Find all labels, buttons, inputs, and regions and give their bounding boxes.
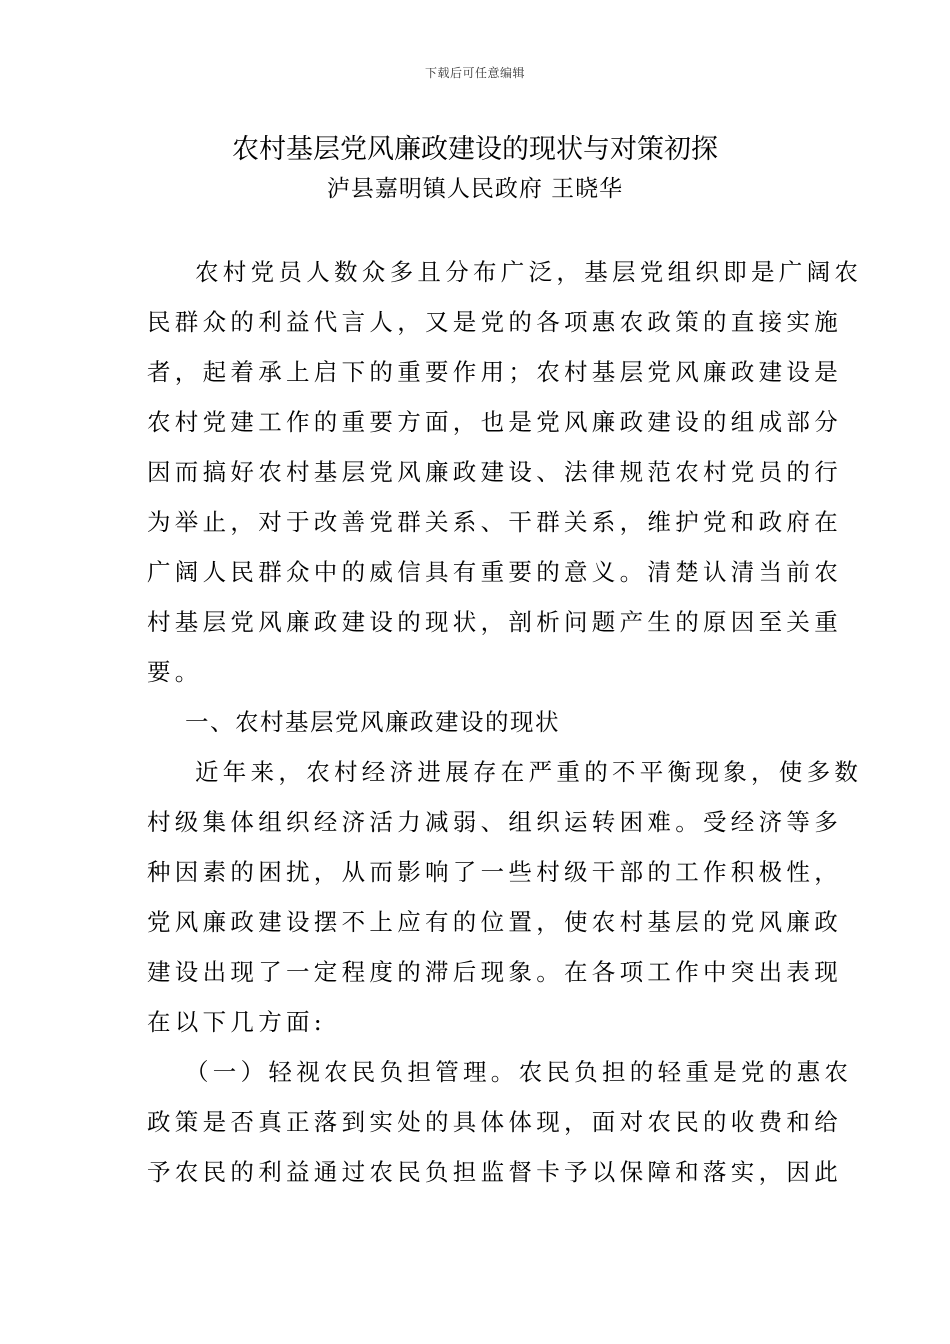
paragraph-line: 者，起着承上启下的重要作用；农村基层党风廉政建设是 xyxy=(147,358,842,386)
paragraph-line: 政策是否真正落到实处的具体体现，面对农民的收费和给 xyxy=(147,1108,842,1136)
paragraph-line: 种因素的困扰，从而影响了一些村级干部的工作积极性， xyxy=(147,858,842,886)
paragraph-line: 予农民的利益通过农民负担监督卡予以保障和落实，因此 xyxy=(147,1158,842,1186)
header-note: 下载后可任意编辑 xyxy=(424,66,525,80)
paragraph-line: 村基层党风廉政建设的现状，剖析问题产生的原因至关重 xyxy=(147,608,842,636)
paragraph-line: 因而搞好农村基层党风廉政建设、法律规范农村党员的行 xyxy=(147,458,842,486)
paragraph-line: 村级集体组织经济活力减弱、组织运转困难。受经济等多 xyxy=(147,808,842,836)
paragraph-line: 农村党员人数众多且分布广泛，基层党组织即是广阔农 xyxy=(195,258,863,286)
paragraph-line: 建设出现了一定程度的滞后现象。在各项工作中突出表现 xyxy=(147,958,842,986)
paragraph-line: （一）轻视农民负担管理。农民负担的轻重是党的惠农 xyxy=(185,1058,853,1086)
paragraph-line: 民群众的利益代言人，又是党的各项惠农政策的直接实施 xyxy=(147,308,842,336)
paragraph-line: 广阔人民群众中的威信具有重要的意义。清楚认清当前农 xyxy=(147,558,842,586)
paragraph-line: 为举止，对于改善党群关系、干群关系，维护党和政府在 xyxy=(147,508,842,536)
paragraph-line: 在以下几方面: xyxy=(147,1008,327,1036)
document-title: 农村基层党风廉政建设的现状与对策初探 xyxy=(232,134,718,165)
document-author: 泸县嘉明镇人民政府 王晓华 xyxy=(326,176,624,202)
paragraph-line: 农村党建工作的重要方面，也是党风廉政建设的组成部分 xyxy=(147,408,842,436)
paragraph-line: 要。 xyxy=(147,658,203,686)
paragraph-line: 近年来，农村经济进展存在严重的不平衡现象，使多数 xyxy=(195,758,863,786)
paragraph-line: 党风廉政建设摆不上应有的位置，使农村基层的党风廉政 xyxy=(147,908,842,936)
section-heading: 一、农村基层党风廉政建设的现状 xyxy=(185,708,560,736)
